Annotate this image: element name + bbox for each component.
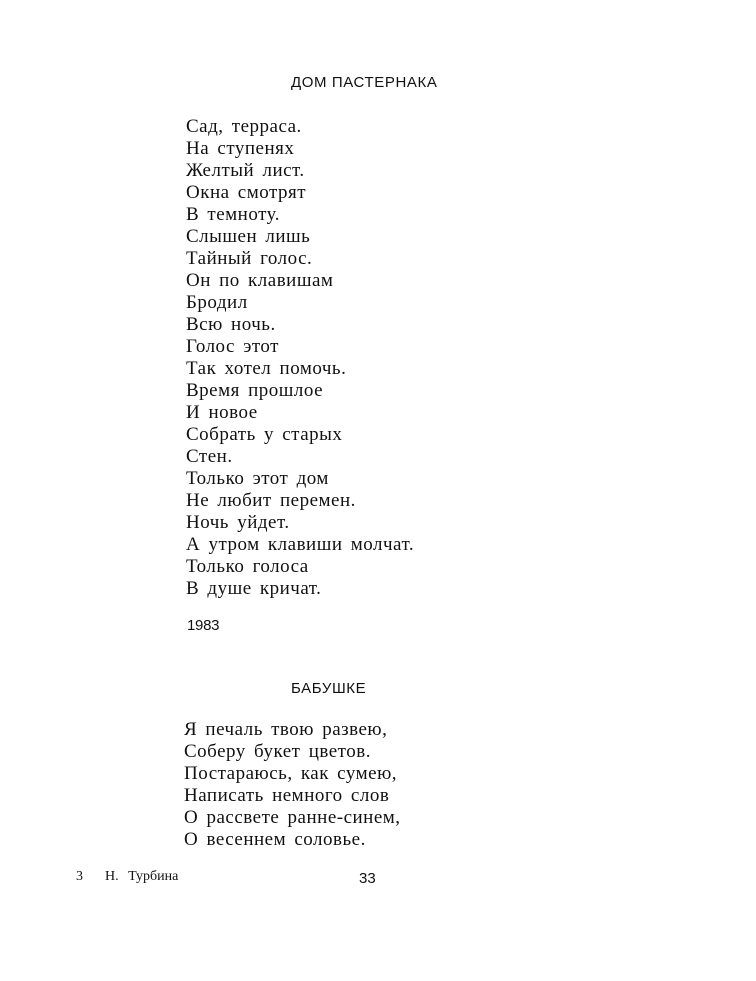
poem-line: Голос этот xyxy=(186,336,279,357)
signature-mark xyxy=(76,869,178,885)
signature-number: 3 xyxy=(76,869,83,884)
poem-line: Бродил xyxy=(186,292,248,313)
poem-body xyxy=(186,116,414,600)
poem-line: В душе кричат. xyxy=(186,578,322,599)
poem-line: Ночь уйдет. xyxy=(186,512,290,533)
poem-body xyxy=(184,719,401,851)
poem-line: Только этот дом xyxy=(186,468,329,489)
poem-line: В темноту. xyxy=(186,204,281,225)
poem-line: Желтый лист. xyxy=(186,160,305,181)
poem-line: Слышен лишь xyxy=(186,226,311,247)
poem-line: Окна смотрят xyxy=(186,182,307,203)
poem-line: Я печаль твою развею, xyxy=(184,719,388,740)
poem-line: Всю ночь. xyxy=(186,314,276,335)
poem-line: Написать немного слов xyxy=(184,785,390,806)
poem-line: Только голоса xyxy=(186,556,309,577)
poem-line: Стен. xyxy=(186,446,233,467)
poem-line: Не любит перемен. xyxy=(186,490,356,511)
page-number: 33 xyxy=(359,870,376,887)
poem-title: ДОМ ПАСТЕРНАКА xyxy=(291,74,438,91)
signature-author: Н. Турбина xyxy=(105,869,179,884)
poem-year: 1983 xyxy=(187,617,220,634)
poem-line: И новое xyxy=(186,402,258,423)
poem-line: Собрать у старых xyxy=(186,424,343,445)
poem-line: О рассвете ранне-синем, xyxy=(184,807,401,828)
poem-line: Так хотел помочь. xyxy=(186,358,347,379)
poem-line: Время прошлое xyxy=(186,380,324,401)
poem-line: Сад, терраса. xyxy=(186,116,302,137)
poem-line: Он по клавишам xyxy=(186,270,334,291)
poem-line: Соберу букет цветов. xyxy=(184,741,371,762)
poem-line: На ступенях xyxy=(186,138,295,159)
poem-title: БАБУШКЕ xyxy=(291,680,367,697)
poem-line: О весеннем соловье. xyxy=(184,829,366,850)
poem-line: Тайный голос. xyxy=(186,248,313,269)
poem-line: А утром клавиши молчат. xyxy=(186,534,415,555)
poem-line: Постараюсь, как сумею, xyxy=(184,763,398,784)
